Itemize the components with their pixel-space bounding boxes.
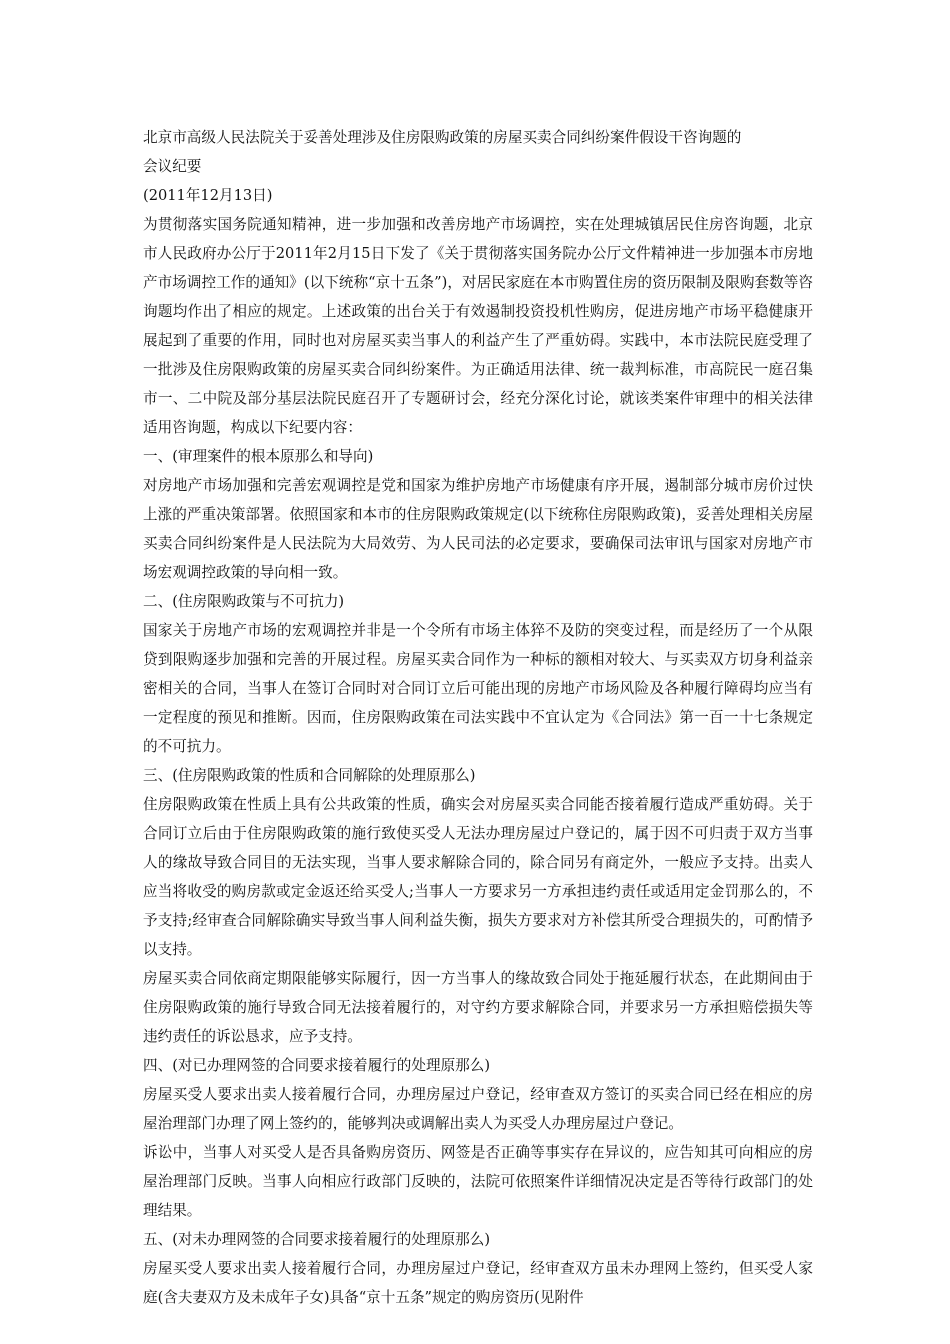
document-page xyxy=(143,123,813,1312)
section-heading-2: 二、(住房限购政策与不可抗力) xyxy=(143,593,345,610)
section-2-paragraph-1: 国家关于房地产市场的宏观调控并非是一个令所有市场主体猝不及防的突变过程，而是经历了一个从限贷到限购逐步加强和完善的开展过程。房屋买卖合同作为一种标的额相对较大、与买卖双方切身利益亲密相关的合同，当事人在签订合同时对合同订立后可能出现的房地产市场风险及各种履行障碍均应当有一定程度的预见和推断。因而，住房限购政策在司法实践中不宜认定为《合同法》第一百一十七条规定的不可抗力。 xyxy=(143,622,813,755)
section-heading-5: 五、(对未办理网签的合同要求接着履行的处理原那么) xyxy=(143,1231,491,1248)
document-title: 北京市高级人民法院关于妥善处理涉及住房限购政策的房屋买卖合同纠纷案件假设干咨询题的 xyxy=(143,129,742,146)
section-4-paragraph-2: 诉讼中，当事人对买受人是否具备购房资历、网签是否正确等事实存在异议的，应告知其可向相应的房屋治理部门反映。当事人向相应行政部门反映的，法院可依照案件详细情况决定是否等待行政部门的处理结果。 xyxy=(143,1144,813,1219)
document-date: (2011年12月13日) xyxy=(143,187,273,204)
section-3-paragraph-1: 住房限购政策在性质上具有公共政策的性质，确实会对房屋买卖合同能否接着履行造成严重妨碍。关于合同订立后由于住房限购政策的施行致使买受人无法办理房屋过户登记的，属于因不可归责于双方当事人的缘故导致合同目的无法实现，当事人要求解除合同的，除合同另有商定外，一般应予支持。出卖人应当将收受的购房款或定金返还给买受人;当事人一方要求另一方承担违约责任或适用定金罚那么的，不予支持;经审查合同解除确实导致当事人间利益失衡，损失方要求对方补偿其所受合理损失的，可酌情予以支持。 xyxy=(143,796,813,958)
intro-paragraph: 为贯彻落实国务院通知精神，进一步加强和改善房地产市场调控，实在处理城镇居民住房咨询题，北京市人民政府办公厅于2011年2月15日下发了《关于贯彻落实国务院办公厅文件精神进一步加强本市房地产市场调控工作的通知》(以下统称“京十五条”)，对居民家庭在本市购置住房的资历限制及限购套数等咨询题均作出了相应的规定。上述政策的出台关于有效遏制投资投机性购房，促进房地产市场平稳健康开展起到了重要的作用，同时也对房屋买卖当事人的利益产生了严重妨碍。实践中，本市法院民庭受理了一批涉及住房限购政策的房屋买卖合同纠纷案件。为正确适用法律、统一裁判标准，市高院民一庭召集市一、二中院及部分基层法院民庭召开了专题研讨会，经充分深化讨论，就该类案件审理中的相关法律适用咨询题，构成以下纪要内容： xyxy=(143,216,813,436)
section-heading-3: 三、(住房限购政策的性质和合同解除的处理原那么) xyxy=(143,767,476,784)
section-3-paragraph-2: 房屋买卖合同依商定期限能够实际履行，因一方当事人的缘故致合同处于拖延履行状态，在此期间由于住房限购政策的施行导致合同无法接着履行的，对守约方要求解除合同，并要求另一方承担赔偿损失等违约责任的诉讼恳求，应予支持。 xyxy=(143,970,813,1045)
section-4-paragraph-1: 房屋买受人要求出卖人接着履行合同，办理房屋过户登记，经审查双方签订的买卖合同已经在相应的房屋治理部门办理了网上签约的，能够判决或调解出卖人为买受人办理房屋过户登记。 xyxy=(143,1086,813,1132)
document-subtitle: 会议纪要 xyxy=(143,158,202,175)
section-heading-4: 四、(对已办理网签的合同要求接着履行的处理原那么) xyxy=(143,1057,491,1074)
section-5-paragraph-1: 房屋买受人要求出卖人接着履行合同，办理房屋过户登记，经审查双方虽未办理网上签约，但买受人家庭(含夫妻双方及未成年子女)具备“京十五条”规定的购房资历(见附件 xyxy=(143,1260,813,1306)
section-heading-1: 一、(审理案件的根本原那么和导向) xyxy=(143,448,374,465)
section-1-paragraph-1: 对房地产市场加强和完善宏观调控是党和国家为维护房地产市场健康有序开展，遏制部分城市房价过快上涨的严重决策部署。依照国家和本市的住房限购政策规定(以下统称住房限购政策)，妥善处理相关房屋买卖合同纠纷案件是人民法院为大局效劳、为人民司法的必定要求，要确保司法审讯与国家对房地产市场宏观调控政策的导向相一致。 xyxy=(143,477,813,581)
